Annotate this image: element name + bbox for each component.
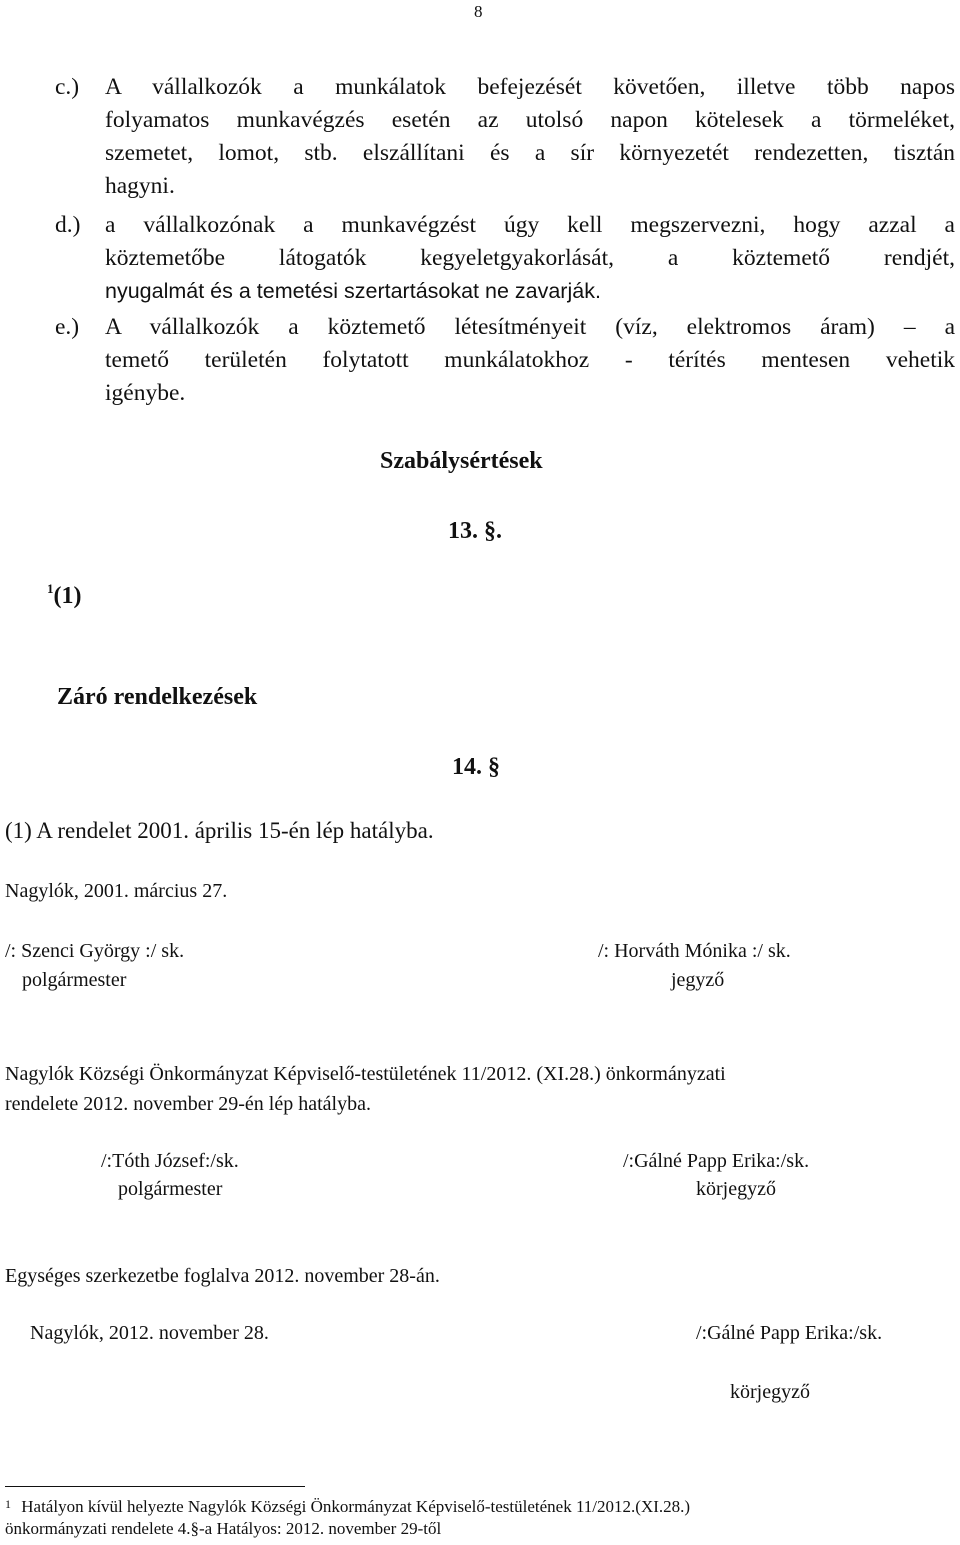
amendment-line-2: rendelete 2012. november 29-én lép hatályba. [5, 1093, 371, 1115]
list-item-d [55, 209, 955, 308]
section-13-title: Szabálysértések [380, 448, 543, 474]
footnote-text: Hatályon kívül helyezte Nagylók Községi Önkormányzat Képviselő-testületének 11/2012.(XI.28.) [21, 1497, 691, 1516]
item-line: A vállalkozók a munkálatok befejezését követően, illetve több napos [105, 74, 955, 100]
footnote-line-1 [5, 1497, 690, 1517]
section-14-text: (1) A rendelet 2001. április 15-én lép hatályba. [5, 818, 434, 843]
item-line: igénybe. [105, 380, 186, 406]
signature-left-name: /: Szenci György :/ sk. [5, 940, 185, 962]
signature-2-right-title: körjegyző [696, 1178, 776, 1200]
page-number: 8 [474, 2, 483, 21]
section-14-title: Záró rendelkezések [57, 684, 258, 710]
signature-2-left-title: polgármester [118, 1178, 223, 1200]
list-item-e [55, 311, 955, 410]
paragraph-number: (1) [53, 583, 82, 609]
item-line: hagyni. [105, 173, 175, 199]
signature-2-right-name: /:Gálné Papp Erika:/sk. [623, 1150, 810, 1172]
section-13-paragraph [47, 583, 81, 610]
item-label: e.) [55, 314, 80, 340]
consolidation-note: Egységes szerkezetbe foglalva 2012. november 28-án. [5, 1265, 440, 1287]
amendment-line-1: Nagylók Községi Önkormányzat Képviselő-testületének 11/2012. (XI.28.) önkormányzati [5, 1063, 726, 1085]
item-line: köztemetőbe látogatók kegyeletgyakorlását, a köztemető rendjét, [105, 245, 955, 271]
footnote-divider [5, 1486, 305, 1487]
item-line: a vállalkozónak a munkavégzést úgy kell megszervezni, hogy azzal a [105, 212, 955, 238]
item-line: folyamatos munkavégzés esetén az utolsó napon kötelesek a törmeléket, [105, 107, 955, 133]
signature-right-name: /: Horváth Mónika :/ sk. [598, 940, 791, 962]
signature-2-left-name: /:Tóth József:/sk. [101, 1150, 239, 1172]
item-line: A vállalkozók a köztemető létesítményeit (víz, elektromos áram) – a [105, 314, 955, 340]
signature-3-title: körjegyző [730, 1381, 810, 1403]
place-date: Nagylók, 2001. március 27. [5, 880, 228, 902]
signature-right-title: jegyző [671, 969, 725, 991]
list-item-c [55, 71, 955, 203]
item-label: c.) [55, 74, 80, 100]
item-line: szemetet, lomot, stb. elszállítani és a sír környezetét rendezetten, tisztán [105, 140, 955, 166]
footnote-marker: 1 [5, 1497, 11, 1511]
item-line: nyugalmát és a temetési szertartásokat ne zavarják. [105, 279, 601, 303]
footnote-reference[interactable]: 1 [47, 581, 54, 596]
item-label: d.) [55, 212, 81, 238]
section-13-number: 13. §. [448, 518, 502, 544]
section-14-number: 14. § [452, 754, 500, 780]
item-line: temető területén folytatott munkálatokhoz - térítés mentesen vehetik [105, 347, 955, 373]
signature-3-name: /:Gálné Papp Erika:/sk. [696, 1322, 883, 1344]
footnote-line-2: önkormányzati rendelete 4.§-a Hatályos: 2012. november 29-től [5, 1519, 442, 1538]
signature-left-title: polgármester [22, 969, 127, 991]
place-date-2: Nagylók, 2012. november 28. [30, 1322, 269, 1344]
